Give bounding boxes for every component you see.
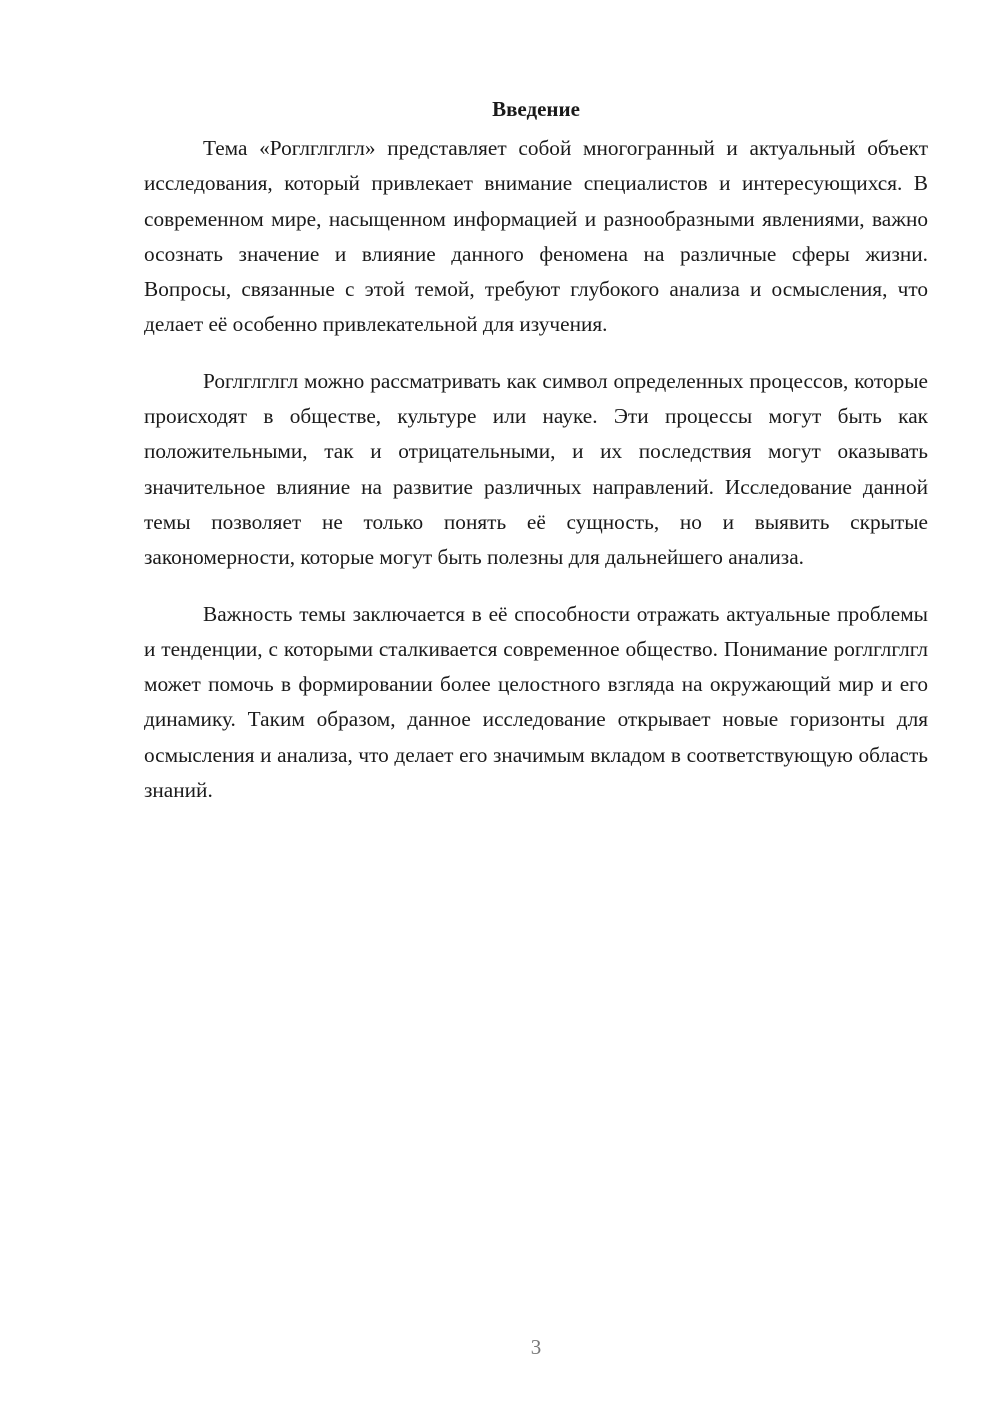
section-title: Введение bbox=[492, 97, 580, 121]
paragraph-1: Тема «Роглглглгл» представляет собой многогранный и актуальный объект исследования, который привлекает внимание специалистов и интересующихся. В современном мире, насыщенном информацией и разнообразными явлениями, важно осознать значение и влияние данного феномена на различные сферы жизни. Вопросы, связанные с этой темой, требуют глубокого анализа и осмысления, что делает её особенно привлекательной для изучения. bbox=[144, 136, 928, 337]
paragraph-2: Роглглглгл можно рассматривать как символ определенных процессов, которые происходят в обществе, культуре или науке. Эти процессы могут быть как положительными, так и отрицательными, и их последствия могут оказывать значительное влияние на развитие различных направлений. Исследование данной темы позволяет не только понять её сущность, но и выявить скрытые закономерности, которые могут быть полезны для дальнейшего анализа. bbox=[144, 368, 928, 570]
page-number: 3 bbox=[530, 1335, 542, 1359]
page-content bbox=[144, 92, 928, 829]
paragraph-3: Важность темы заключается в её способности отражать актуальные проблемы и тенденции, с которыми сталкивается современное общество. Понимание роглглглгл может помочь в формировании более целостного взгляда на окружающий мир и его динамику. Таким образом, данное исследование открывает новые горизонты для осмысления и анализа, что делает его значимым вкладом в соответствующую область знаний. bbox=[144, 601, 928, 803]
